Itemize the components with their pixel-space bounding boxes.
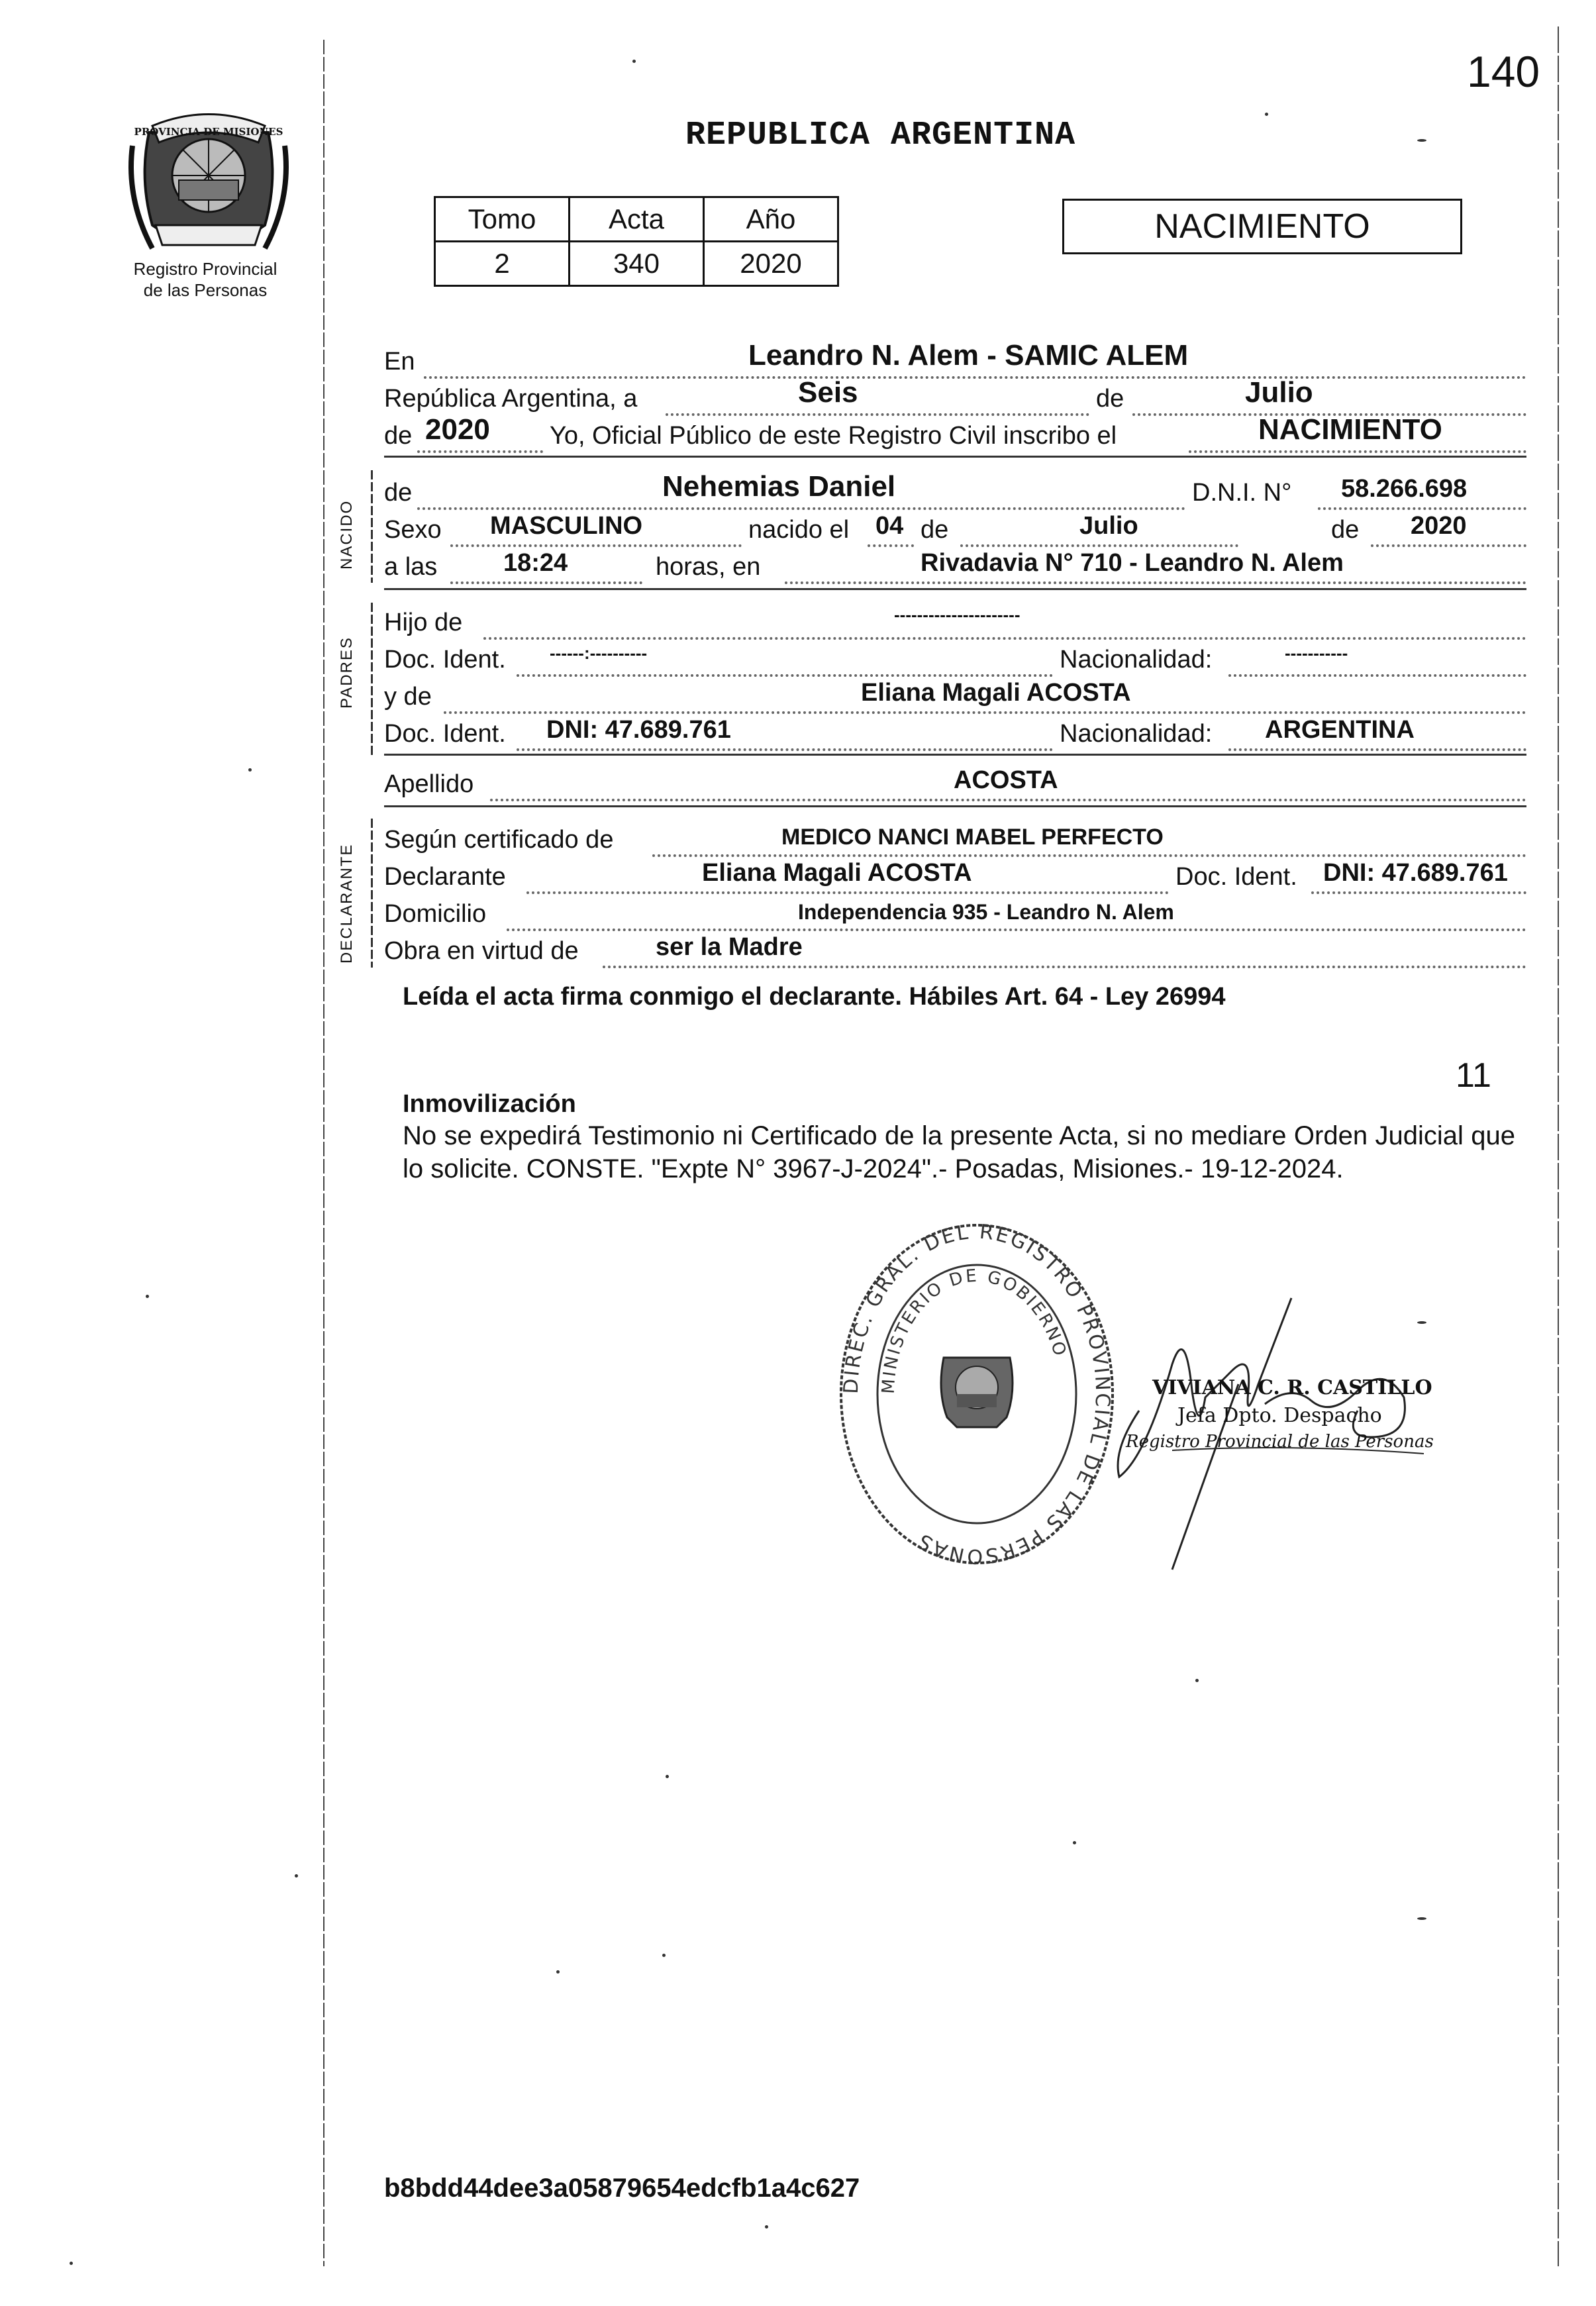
value-birthplace: Rivadavia N° 710 - Leandro N. Alem: [921, 549, 1344, 577]
margin-number: 11: [1456, 1056, 1491, 1095]
label-nacionalidad: Nacionalidad:: [1060, 646, 1213, 674]
value-declarant: Eliana Magali ACOSTA: [702, 859, 972, 887]
label-hijo: Hijo de: [384, 609, 463, 636]
handwritten-signature: [1093, 1285, 1464, 1576]
value-hour: 18:24: [503, 549, 568, 577]
divider-1: [384, 456, 1526, 458]
value-month: Julio: [1245, 376, 1313, 409]
row-date: [384, 376, 1526, 416]
value-address: Independencia 935 - Leandro N. Alem: [798, 900, 1174, 924]
page-number: 140: [1467, 47, 1540, 96]
row-father-doc: [384, 642, 1526, 677]
official-seal: [831, 1219, 1122, 1570]
value-father: ----------------------: [894, 605, 1021, 625]
value-surname: ACOSTA: [954, 766, 1058, 794]
value-mother-nationality: ARGENTINA: [1265, 716, 1415, 744]
svg-text:DIREC. GRAL. DEL REGISTRO PROV: DIREC. GRAL. DEL REGISTRO PROVINCIAL DE LAS PERSONAS: [839, 1220, 1115, 1568]
value-year: 2020: [425, 413, 490, 446]
signatory-name: VIVIANA C. R. CASTILLO: [1152, 1376, 1432, 1399]
value-ano: 2020: [704, 242, 838, 286]
value-birth-month: Julio: [1079, 512, 1138, 540]
row-name: [384, 470, 1526, 510]
value-name: Nehemias Daniel: [662, 470, 896, 503]
value-dni: 58.266.698: [1341, 475, 1468, 503]
left-margin-line: [323, 40, 324, 2266]
province-logo: [126, 106, 291, 262]
logo-caption-line2: de las Personas: [143, 280, 268, 300]
section-declarante: DECLARANTE: [338, 843, 356, 964]
label-y-de: y de: [384, 683, 432, 711]
value-place: Leandro N. Alem - SAMIC ALEM: [748, 339, 1189, 372]
label-doc-ident-2: Doc. Ident.: [384, 720, 506, 748]
page-title: REPUBLICA ARGENTINA: [685, 117, 1076, 154]
value-day: Seis: [798, 376, 858, 409]
right-margin-line: [1558, 26, 1559, 2266]
value-reason: ser la Madre: [656, 933, 803, 961]
value-sexo: MASCULINO: [490, 512, 643, 540]
label-alas: a las: [384, 553, 438, 581]
value-mother-doc: DNI: 47.689.761: [546, 716, 731, 744]
value-father-nationality: -----------: [1285, 643, 1348, 663]
signatory-organization: Registro Provincial de las Personas: [1126, 1432, 1434, 1452]
label-sexo: Sexo: [384, 516, 442, 544]
label-en: En: [384, 348, 415, 376]
label-nacido-el: nacido el: [748, 516, 850, 544]
label-obra: Obra en virtud de: [384, 937, 579, 965]
divider-3: [384, 754, 1526, 756]
label-declarante: Declarante: [384, 863, 506, 891]
document-hash: b8bdd44dee3a05879654edcfb1a4c627: [384, 2174, 860, 2203]
divider-2: [384, 588, 1526, 590]
row-place: [384, 339, 1526, 379]
row-declarant: [384, 860, 1526, 894]
label-republica: República Argentina, a: [384, 385, 638, 413]
label-year-prefix: de: [384, 422, 413, 450]
label-de: de: [1096, 385, 1124, 413]
label-horas: horas, en: [656, 553, 761, 581]
value-acta: 340: [570, 242, 704, 286]
row-mother-doc: [384, 717, 1526, 751]
label-de2: de: [921, 516, 949, 544]
row-certificate: [384, 823, 1526, 857]
value-declarant-doc: DNI: 47.689.761: [1323, 859, 1508, 887]
section-padres: PADRES: [338, 636, 356, 709]
row-time: [384, 550, 1526, 584]
value-birth-day: 04: [875, 512, 904, 540]
row-mother: [384, 679, 1526, 714]
row-surname: [384, 767, 1526, 801]
label-de3: de: [1331, 516, 1360, 544]
svg-text:PROVINCIA DE MISIONES: PROVINCIA DE MISIONES: [134, 126, 283, 138]
immobilization-text: No se expedirá Testimonio ni Certificado de la presente Acta, si no mediare Orden Judicial que lo solicite. CONSTE. "Expte N° 3967-J-2024".- Posadas, Misiones.- 19-12-2024.: [403, 1121, 1515, 1183]
value-act: NACIMIENTO: [1258, 413, 1442, 446]
label-name-prefix: de: [384, 479, 413, 507]
svg-text:MINISTERIO DE GOBIERNO: MINISTERIO DE GOBIERNO: [878, 1266, 1070, 1395]
value-birth-year: 2020: [1411, 512, 1467, 540]
value-father-doc: ------:----------: [550, 643, 648, 663]
label-domicilio: Domicilio: [384, 900, 487, 928]
label-doc-ident: Doc. Ident.: [384, 646, 506, 674]
value-tomo: 2: [435, 242, 570, 286]
logo-caption-line1: Registro Provincial: [133, 259, 277, 279]
row-father: [384, 605, 1526, 640]
label-certificado: Según certificado de: [384, 826, 614, 854]
row-address: [384, 897, 1526, 931]
label-nacionalidad-2: Nacionalidad:: [1060, 720, 1213, 748]
divider-4: [384, 805, 1526, 807]
label-doc-ident-3: Doc. Ident.: [1175, 863, 1297, 891]
row-year: [384, 413, 1526, 453]
closing-note: Leída el acta firma conmigo el declarante. Hábiles Art. 64 - Ley 26994: [403, 983, 1226, 1011]
immobilization-title: Inmovilización: [403, 1090, 576, 1118]
value-certificate: MEDICO NANCI MABEL PERFECTO: [781, 825, 1164, 850]
label-dni: D.N.I. N°: [1192, 479, 1292, 507]
label-apellido: Apellido: [384, 770, 474, 798]
act-type-box: NACIMIENTO: [1062, 199, 1462, 254]
row-sex: [384, 513, 1526, 547]
label-yo: Yo, Oficial Público de este Registro Civil inscribo el: [550, 422, 1117, 450]
section-nacido: NACIDO: [338, 499, 356, 570]
header-tomo: Tomo: [435, 197, 570, 242]
register-table: [434, 196, 839, 287]
value-mother: Eliana Magali ACOSTA: [861, 679, 1131, 707]
row-reason: [384, 934, 1526, 968]
signatory-role: Jefa Dpto. Despacho: [1177, 1404, 1382, 1427]
logo-caption: [93, 258, 318, 301]
header-ano: Año: [704, 197, 838, 242]
header-acta: Acta: [570, 197, 704, 242]
